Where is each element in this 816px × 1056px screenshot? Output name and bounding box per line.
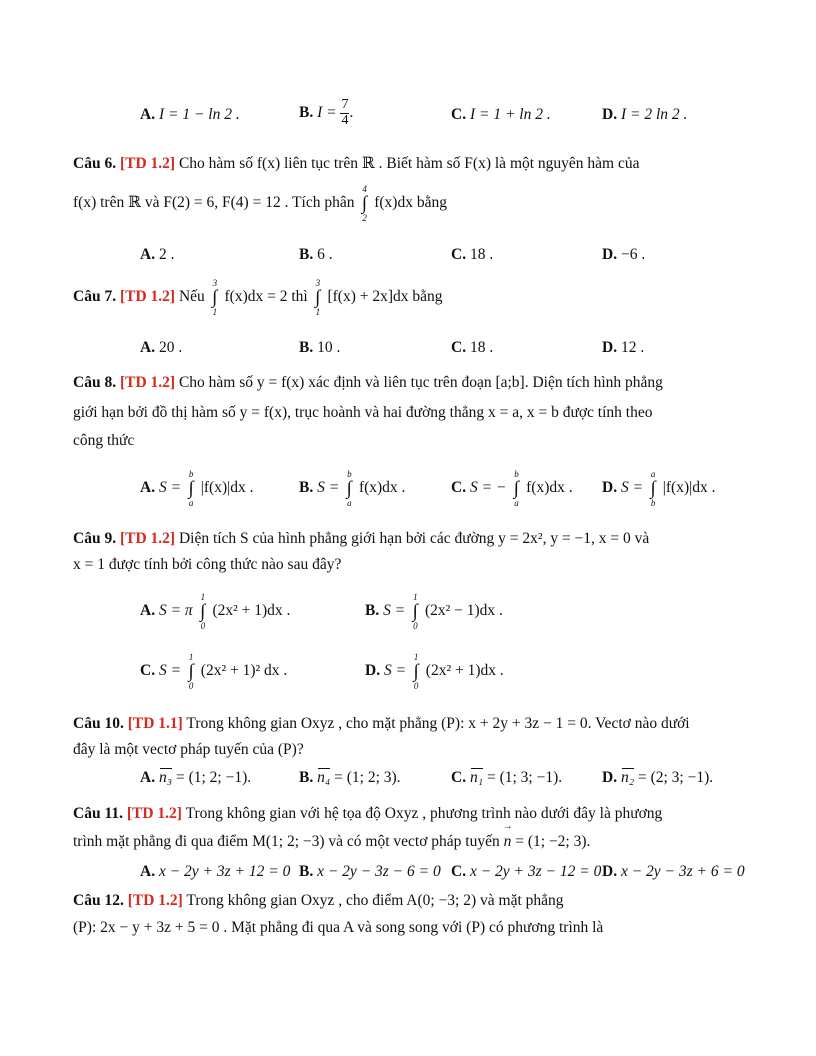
integral-sign: ∫ a b — [650, 469, 656, 508]
option-label: B. — [365, 602, 380, 620]
upper-limit: b — [514, 469, 519, 479]
difficulty-tag: [TD 1.2] — [119, 155, 176, 172]
option-text: I = 1 + ln 2 . — [469, 106, 551, 123]
lower-limit: 1 — [212, 307, 218, 317]
integral-sign: ∫ 3 1 — [315, 278, 321, 317]
option-text: |f(x)|dx . — [662, 479, 716, 497]
question-text: Diện tích S của hình phẳng giới hạn bởi các đường y = 2x², y = −1, x = 0 và — [178, 530, 650, 547]
option-text: f(x)dx . — [358, 479, 406, 497]
q6-line-1 — [73, 154, 640, 173]
lower-limit: 0 — [200, 621, 206, 631]
lower-limit: 0 — [413, 621, 418, 631]
fraction-numerator: 7 — [341, 97, 349, 112]
option-label: C. — [451, 479, 467, 497]
lower-limit: 2 — [362, 212, 367, 223]
lower-limit: a — [347, 498, 352, 508]
option-text: 18 . — [469, 246, 494, 263]
difficulty-tag: [TD 1.2] — [119, 288, 176, 306]
upper-limit: 1 — [413, 592, 418, 602]
q7-option-c — [451, 339, 493, 357]
q8-line-2 — [73, 404, 652, 422]
option-text: I = 1 − ln 2 . — [158, 106, 240, 123]
option-text: S = — [620, 479, 644, 497]
option-text: = (2; 3; −1). — [637, 769, 714, 786]
option-text: 6 . — [317, 246, 333, 263]
option-label: D. — [602, 246, 618, 263]
option-label: B. — [299, 339, 314, 356]
question-number: Câu 11. — [73, 805, 123, 822]
option-text: = (1; 2; −1). — [175, 769, 252, 786]
q11-line-2 — [73, 833, 590, 851]
option-text: (2x² − 1)dx . — [424, 602, 503, 620]
difficulty-tag: [TD 1.2] — [126, 805, 182, 822]
question-text: Trong không gian Oxyz , cho mặt phẳng (P): x + 2y + 3z − 1 = 0. Vectơ nào dưới — [186, 715, 690, 732]
fraction — [340, 98, 349, 128]
q11-option-c — [451, 863, 601, 881]
q7-line-1 — [73, 278, 443, 317]
option-text: S = — [383, 662, 407, 680]
integral-sign: ∫ 3 1 — [212, 278, 218, 317]
option-text: |f(x)|dx . — [200, 479, 254, 497]
option-label: D. — [365, 662, 381, 680]
option-label: D. — [602, 106, 618, 123]
upper-limit: 4 — [362, 183, 367, 194]
integral-sign: ∫ b a — [346, 469, 352, 508]
vector-n4: n₄ — [317, 769, 331, 786]
option-label: B. — [299, 246, 314, 263]
integral-sign: ∫ 4 2 — [361, 183, 367, 223]
option-label: A. — [140, 769, 156, 786]
question-text: đây là một vectơ pháp tuyến của (P)? — [73, 741, 304, 758]
upper-limit: 1 — [413, 652, 419, 662]
lower-limit: a — [514, 498, 519, 508]
q11-option-a — [140, 863, 290, 881]
question-text: công thức — [73, 432, 135, 449]
q10-option-a — [140, 769, 251, 787]
option-text: 2 . — [158, 246, 175, 263]
option-text: 10 . — [317, 339, 341, 356]
question-text: trình mặt phẳng đi qua điểm M(1; 2; −3) và có một vectơ pháp tuyến — [73, 833, 500, 850]
option-text: (2x² + 1)² dx . — [200, 662, 288, 680]
question-text: x = 1 được tính bởi công thức nào sau đây? — [73, 556, 342, 573]
option-text: S = — [158, 479, 182, 497]
q6-option-d — [602, 246, 645, 264]
question-number: Câu 6. — [73, 155, 117, 172]
option-label: D. — [602, 769, 618, 786]
fraction-denominator: 4 — [341, 112, 349, 128]
q8-option-a — [140, 469, 254, 508]
question-text: f(x) trên ℝ và F(2) = 6, F(4) = 12 . Tích phân — [73, 194, 355, 211]
option-text: S = π — [158, 602, 193, 620]
option-label: B. — [299, 104, 314, 122]
option-text: S = − — [469, 479, 507, 497]
option-text: x − 2y − 3z − 6 = 0 — [317, 863, 441, 880]
question-text: = (1; −2; 3). — [515, 833, 591, 850]
q9-line-2 — [73, 556, 341, 574]
q8-option-b — [299, 469, 406, 508]
q7-option-d — [602, 339, 644, 357]
question-text: Cho hàm số f(x) liên tục trên ℝ . Biết hàm số F(x) là một nguyên hàm của — [178, 155, 640, 172]
q10-line-2 — [73, 741, 304, 759]
q9-option-c — [140, 652, 288, 691]
option-text: I = — [317, 104, 337, 122]
difficulty-tag: [TD 1.2] — [119, 374, 176, 391]
integral-sign: ∫ 1 0 — [188, 652, 194, 691]
integral-sign: ∫ 1 0 — [412, 592, 418, 631]
option-label: D. — [602, 339, 618, 356]
option-text: f(x)dx . — [526, 479, 573, 497]
option-text: −6 . — [620, 246, 646, 263]
q8-option-c — [451, 469, 573, 508]
option-label: B. — [299, 479, 314, 497]
option-label: C. — [451, 246, 467, 263]
option-label: C. — [451, 769, 467, 786]
option-label: A. — [140, 246, 156, 263]
question-number: Câu 7. — [73, 288, 117, 306]
question-text: giới hạn bởi đồ thị hàm số y = f(x), trục hoành và hai đường thẳng x = a, x = b được tính theo — [73, 404, 653, 421]
upper-limit: b — [347, 469, 352, 479]
q11-line-1 — [73, 805, 662, 823]
q12-line-2 — [73, 919, 603, 937]
integral-sign: ∫ 1 0 — [199, 592, 206, 631]
upper-limit: 3 — [212, 278, 218, 288]
upper-limit: a — [650, 469, 656, 479]
option-text: = (1; 3; −1). — [486, 769, 563, 786]
q10-line-1 — [73, 715, 690, 733]
question-number: Câu 9. — [73, 530, 117, 547]
lower-limit: b — [650, 498, 656, 508]
question-number: Câu 8. — [73, 374, 117, 391]
upper-limit: 1 — [200, 592, 206, 602]
integral-sign: ∫ b a — [513, 469, 519, 508]
q12-line-1 — [73, 892, 564, 910]
q8-line-1 — [73, 374, 663, 392]
vector-n3: n₃ — [158, 769, 173, 786]
integral-sign: ∫ 1 0 — [413, 652, 419, 691]
upper-limit: 3 — [315, 278, 321, 288]
question-text: (P): 2x − y + 3z + 5 = 0 . Mặt phẳng đi qua A và song song với (P) có phương trình là — [73, 919, 604, 936]
q9-option-b — [365, 592, 503, 631]
option-label: A. — [140, 863, 156, 880]
option-text: S = — [383, 602, 406, 620]
q6-option-b — [299, 246, 333, 264]
question-text: [f(x) + 2x]dx bằng — [327, 288, 443, 306]
q7-option-a — [140, 339, 182, 357]
question-text: f(x)dx = 2 thì — [224, 288, 308, 306]
option-label: A. — [140, 106, 156, 123]
question-text: Cho hàm số y = f(x) xác định và liên tục trên đoạn [a;b]. Diện tích hình phẳng — [178, 374, 663, 391]
lower-limit: 1 — [315, 307, 321, 317]
option-text: 18 . — [469, 339, 494, 356]
option-text: (2x² + 1)dx . — [212, 602, 291, 620]
q11-option-b — [299, 863, 441, 881]
q10-option-d — [602, 769, 713, 787]
q5-option-b: B. I = $\frac{7}{4}$ . — [299, 97, 354, 128]
upper-limit: b — [188, 469, 194, 479]
option-label: C. — [140, 662, 156, 680]
option-text: 20 . — [158, 339, 183, 356]
q9-option-a — [140, 592, 291, 631]
option-text: I = 2 ln 2 . — [620, 106, 688, 123]
q10-option-c — [451, 769, 562, 787]
option-label: D. — [602, 479, 618, 497]
q6-line-2 — [73, 183, 447, 223]
lower-limit: a — [188, 498, 194, 508]
vector-n1: n₁ — [469, 769, 484, 786]
option-label: B. — [299, 769, 314, 786]
option-label: C. — [451, 106, 467, 123]
option-label: A. — [140, 602, 156, 620]
difficulty-tag: [TD 1.1] — [127, 715, 183, 732]
q7-option-b — [299, 339, 340, 357]
question-text: Trong không gian với hệ tọa độ Oxyz , phương trình nào dưới đây là phương — [185, 805, 663, 822]
option-text: = (1; 2; 3). — [334, 769, 401, 786]
q11-option-d — [602, 863, 745, 881]
option-text: 12 . — [620, 339, 645, 356]
q5-option-a — [140, 106, 240, 124]
question-number: Câu 12. — [73, 892, 124, 909]
vector-n: n → — [504, 833, 512, 851]
q8-option-d — [602, 469, 716, 508]
q6-option-c — [451, 246, 493, 264]
question-text: Nếu — [178, 288, 205, 306]
lower-limit: 0 — [413, 681, 419, 691]
q5-option-d — [602, 106, 687, 124]
q5-option-c — [451, 106, 551, 124]
option-label: C. — [451, 863, 467, 880]
option-label: B. — [299, 863, 314, 880]
integral-sign: ∫ b a — [188, 469, 194, 508]
option-text: x − 2y − 3z + 6 = 0 — [620, 863, 745, 880]
question-text: f(x)dx bằng — [374, 194, 447, 211]
option-text: x − 2y + 3z + 12 = 0 — [158, 863, 291, 880]
difficulty-tag: [TD 1.2] — [119, 530, 176, 547]
upper-limit: 1 — [188, 652, 194, 662]
option-text: S = — [158, 662, 182, 680]
q10-option-b — [299, 769, 401, 787]
option-text: S = — [317, 479, 340, 497]
q8-line-3 — [73, 432, 134, 450]
difficulty-tag: [TD 1.2] — [127, 892, 183, 909]
vector-n2: n₂ — [620, 769, 635, 786]
option-text: x − 2y + 3z − 12 = 0 — [469, 863, 602, 880]
option-label: C. — [451, 339, 467, 356]
q9-line-1 — [73, 530, 649, 548]
option-label: A. — [140, 339, 156, 356]
question-text: Trong không gian Oxyz , cho điểm A(0; −3; 2) và mặt phẳng — [186, 892, 564, 909]
question-number: Câu 10. — [73, 715, 124, 732]
q9-option-d — [365, 652, 504, 691]
lower-limit: 0 — [188, 681, 194, 691]
q6-option-a — [140, 246, 174, 264]
option-text: (2x² + 1)dx . — [425, 662, 504, 680]
option-label: A. — [140, 479, 156, 497]
option-label: D. — [602, 863, 618, 880]
